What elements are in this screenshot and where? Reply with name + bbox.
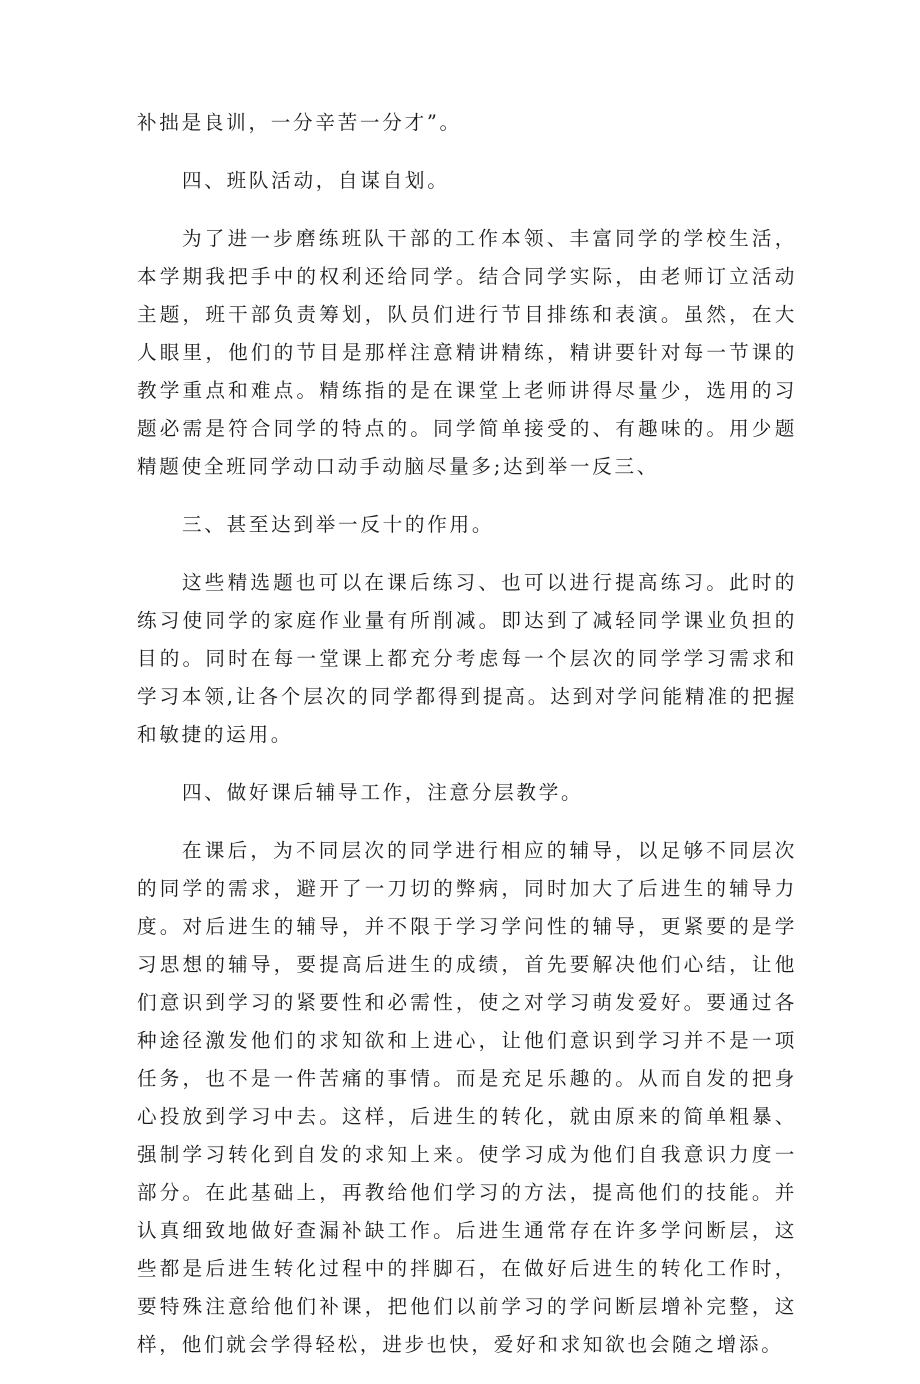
paragraph-after-class-tutoring: 在课后，为不同层次的同学进行相应的辅导，以足够不同层次的同学的需求，避开了一刀切的弊病，同时加大了后进生的辅导力度。对后进生的辅导，并不限于学习学问性的辅导，更紧要的是学习思想的辅导，要提高后进生的成绩，首先要解决他们心结，让他们意识到学习的紧要性和必需性，使之对学习萌发爱好。要通过各种途径激发他们的求知欲和上进心，让他们意识到学习并不是一项任务，也不是一件苦痛的事情。而是充足乐趣的。从而自发的把身心投放到学习中去。这样，后进生的转化，就由原来的简单粗暴、强制学习转化到自发的求知上来。使学习成为他们自我意识力度一部分。在此基础上，再教给他们学习的方法，提高他们的技能。并认真细致地做好查漏补缺工作。后进生通常存在许多学问断层，这些都是后进生转化过程中的拌脚石，在做好后进生的转化工作时，要特殊注意给他们补课，把他们以前学习的学问断层增补完整，这样，他们就会学得轻松，进步也快，爱好和求知欲也会随之增添。: [137, 839, 797, 1356]
document-body: [137, 104, 797, 1384]
paragraph-selected-exercises: 这些精选题也可以在课后练习、也可以进行提高练习。此时的练习使同学的家庭作业量有所削减。即达到了减轻同学课业负担的目的。同时在每一堂课上都充分考虑每一个层次的同学学习需求和学习本领,让各个层次的同学都得到提高。达到对学问能精准的把握和敏捷的运用。: [137, 571, 797, 746]
paragraph-continuation: 补拙是良训，一分辛苦一分才”。: [137, 111, 462, 134]
paragraph-fragment: 三、甚至达到举一反十的作用。: [182, 513, 495, 536]
paragraph-class-activities: 为了进一步磨练班队干部的工作本领、丰富同学的学校生活，本学期我把手中的权利还给同学。结合同学实际，由老师订立活动主题，班干部负责筹划，队员们进行节目排练和表演。虽然，在大人眼里，他们的节目是那样注意精讲精练，精讲要针对每一节课的教学重点和难点。精练指的是在课堂上老师讲得尽量少，选用的习题必需是符合同学的特点的。同学简单接受的、有趣味的。用少题精题使全班同学动口动手动脑尽量多;达到举一反三、: [137, 227, 797, 478]
section-heading-class-activities: 四、班队活动，自谋自划。: [182, 169, 450, 192]
section-heading-after-class-tutoring: 四、做好课后辅导工作，注意分层教学。: [182, 781, 584, 804]
